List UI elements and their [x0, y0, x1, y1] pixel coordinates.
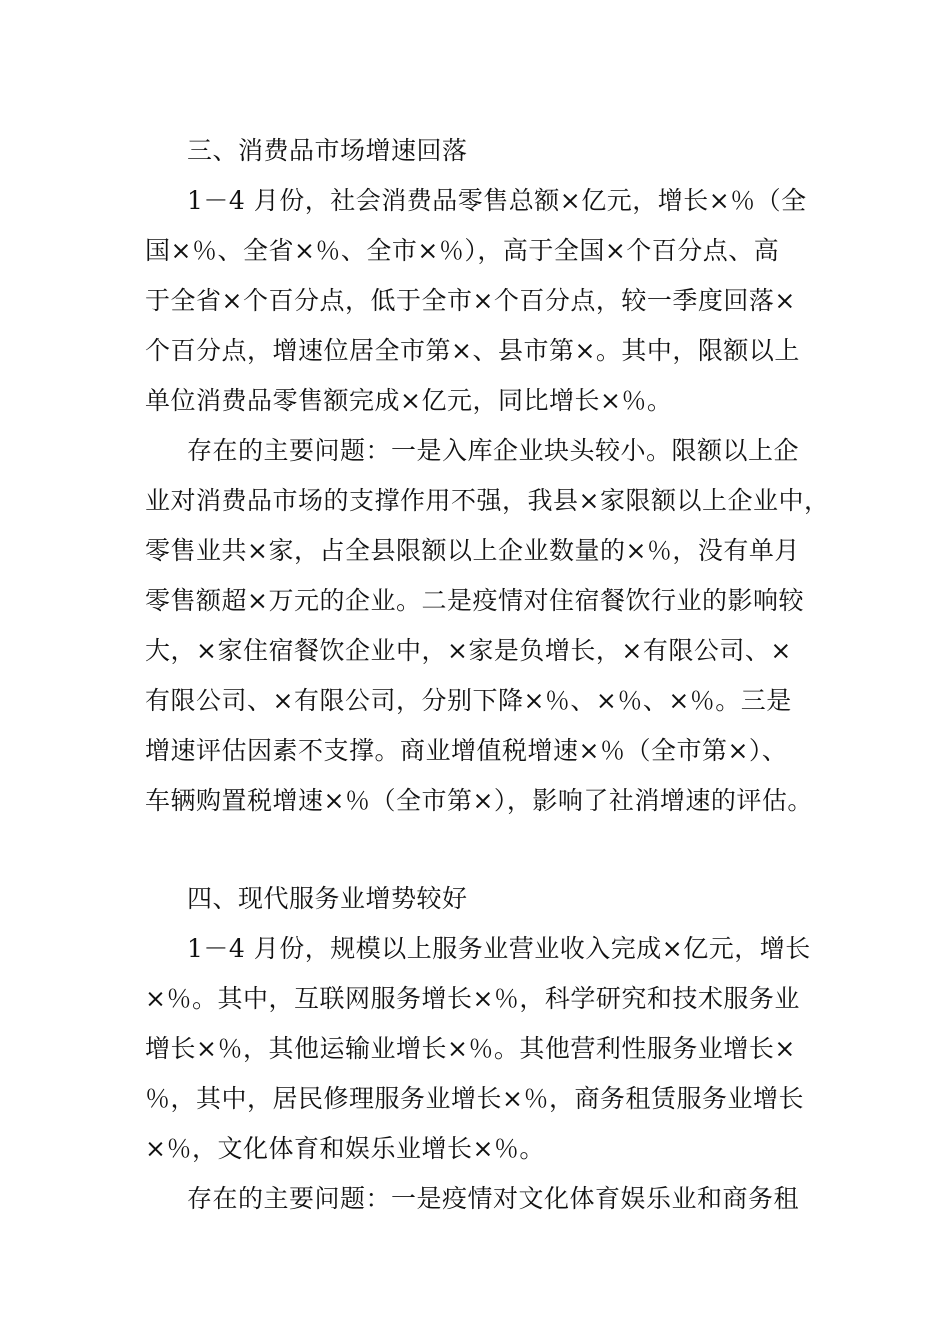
section4-heading: 四、现代服务业增势较好	[187, 884, 468, 913]
section3-heading: 三、消费品市场增速回落	[187, 136, 468, 165]
section4-p1-line2: ×％。其中，互联网服务增长×％，科学研究和技术服务业	[145, 984, 800, 1013]
section4-p1-line5: ×％，文化体育和娱乐业增长×％。	[145, 1134, 545, 1163]
section3-p2-line2: 业对消费品市场的支撑作用不强，我县×家限额以上企业中，	[145, 486, 830, 515]
section3-p1-line4: 个百分点，增速位居全市第×、县市第×。其中，限额以上	[145, 336, 800, 365]
section3-p1-line3: 于全省×个百分点，低于全市×个百分点，较一季度回落×	[145, 286, 796, 315]
section3-p1-line5: 单位消费品零售额完成×亿元，同比增长×％。	[145, 386, 673, 415]
section3-p2-line6: 有限公司、×有限公司，分别下降×％、×％、×％。三是	[145, 686, 792, 715]
section3-p2-line3: 零售业共×家，占全县限额以上企业数量的×％，没有单月	[145, 536, 800, 565]
section4-p1-line3: 增长×％，其他运输业增长×％。其他营利性服务业增长×	[145, 1034, 796, 1063]
section3-p2-line1: 存在的主要问题：一是入库企业块头较小。限额以上企	[187, 436, 800, 465]
section3-p2-line8: 车辆购置税增速×％（全市第×），影响了社消增速的评估。	[145, 786, 813, 815]
section4-p1-line1: 1－4 月份，规模以上服务业营业收入完成×亿元，增长	[187, 934, 811, 963]
section3-p2-line7: 增速评估因素不支撑。商业增值税增速×％（全市第×）、	[145, 736, 788, 765]
section4-p1-line4: ％，其中，居民修理服务业增长×％，商务租赁服务业增长	[145, 1084, 804, 1113]
section3-p2-line5: 大，×家住宿餐饮企业中，×家是负增长，×有限公司、×	[145, 636, 792, 665]
section3-p1-line2: 国×％、全省×％、全市×％），高于全国×个百分点、高	[145, 236, 780, 265]
section3-p2-line4: 零售额超×万元的企业。二是疫情对住宿餐饮行业的影响较	[145, 586, 804, 615]
section3-p1-line1: 1－4 月份，社会消费品零售总额×亿元，增长×％（全	[187, 186, 807, 215]
section4-p2-line1: 存在的主要问题：一是疫情对文化体育娱乐业和商务租	[187, 1184, 800, 1213]
